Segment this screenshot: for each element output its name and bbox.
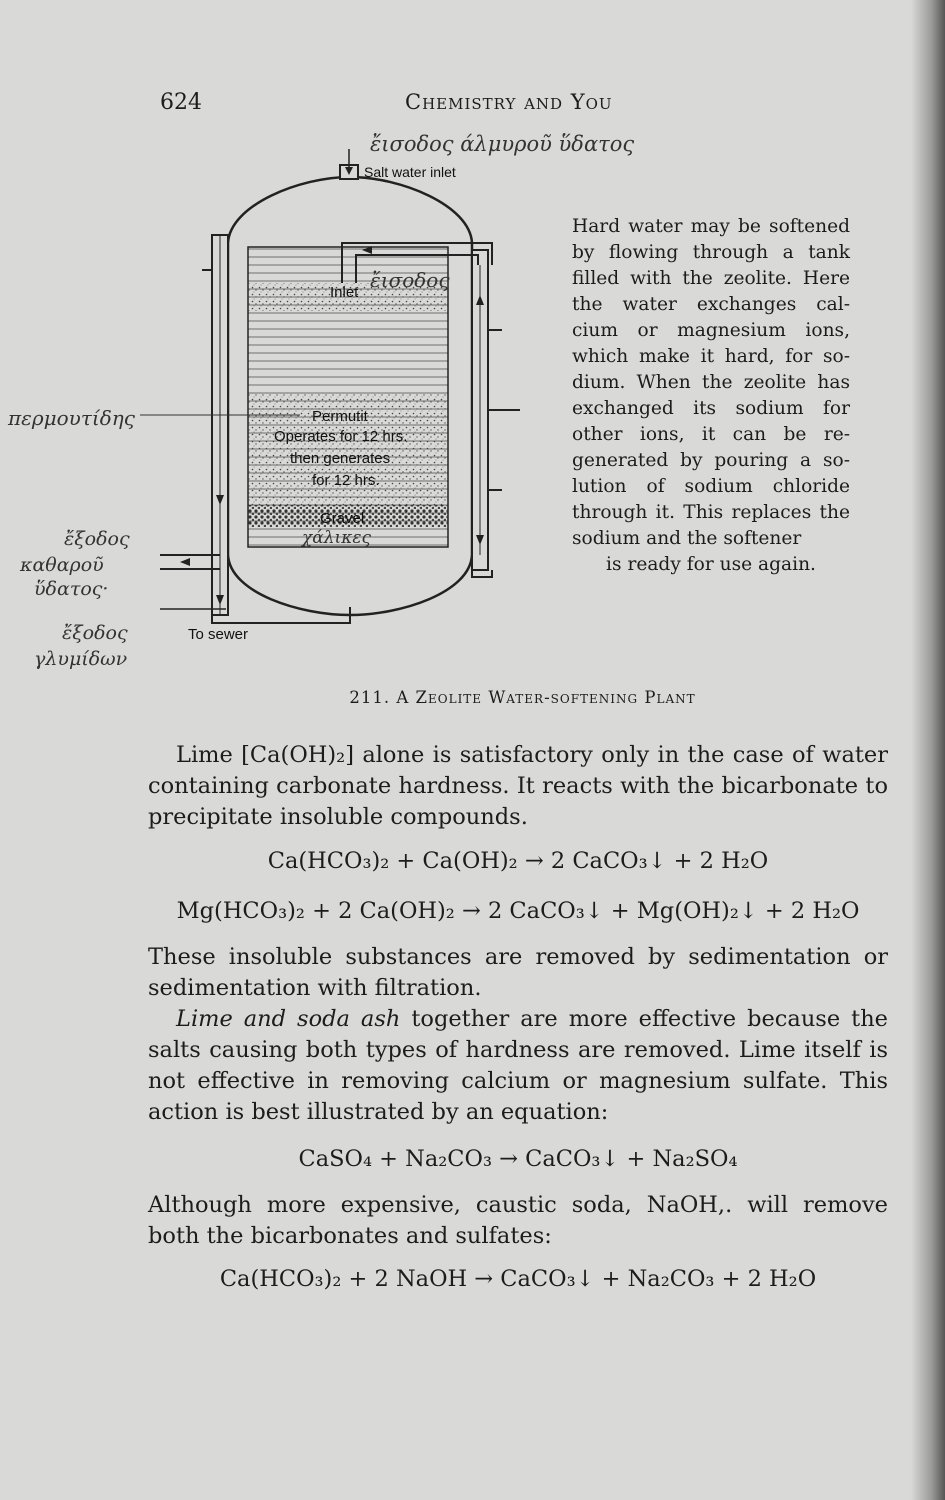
- figure-caption-number: 211.: [349, 688, 391, 707]
- label-operates-2: then generates: [290, 450, 391, 467]
- page-gutter-shadow: [911, 0, 945, 1500]
- side-caption-line: the sodium and the softener: [572, 502, 850, 549]
- paragraph-sedimentation: These insoluble substances are removed by sedimentation or sedimentation with filtration.: [148, 944, 888, 1001]
- label-to-sewer: To sewer: [188, 626, 249, 643]
- paragraph-lime-soda: Lime and soda ash together are more effective because the salts causing both types of hardness are removed. Lime itself is not effective in removing calcium or magnesium sulfate. This action is best illustrated by an equation:: [148, 1006, 888, 1125]
- handwritten-gravel: χάλικες: [302, 528, 372, 548]
- side-caption-line: filled with the zeolite. Here: [572, 268, 850, 289]
- handwritten-top: ἔισοδος άλμυροῦ ὕδατος: [370, 132, 635, 156]
- label-permutit: Permutit: [312, 408, 368, 425]
- label-inlet: Inlet: [330, 284, 359, 301]
- running-head: Chemistry and You: [405, 90, 613, 114]
- handwritten-outlet-2: καθαροῦ: [20, 554, 104, 576]
- figure-caption: [0, 688, 945, 707]
- side-caption-line: through it. This replaces: [572, 502, 812, 523]
- equation-3: CaSO₄ + Na₂CO₃ → CaCO₃↓ + Na₂SO₄: [298, 1146, 738, 1172]
- label-salt-water-inlet: Salt water inlet: [364, 164, 456, 180]
- side-caption-line: the water exchanges cal-: [572, 294, 850, 315]
- handwritten-sewer-2: γλυμίδων: [34, 648, 128, 670]
- handwritten-inlet: ἔισοδος: [370, 268, 450, 292]
- label-operates-3: for 12 hrs.: [312, 472, 380, 489]
- side-caption-line: by flowing through a tank: [572, 242, 850, 263]
- figure-side-caption: [572, 214, 850, 578]
- italic-lime-and-soda-ash: Lime and soda ash: [176, 1006, 401, 1032]
- equation-4: Ca(HCO₃)₂ + 2 NaOH → CaCO₃↓ + Na₂CO₃ + 2 H₂O: [219, 1266, 817, 1292]
- figure-caption-title: A Zeolite Water-softening Plant: [396, 688, 696, 707]
- equation-1: Ca(HCO₃)₂ + Ca(OH)₂ → 2 CaCO₃↓ + 2 H₂O: [267, 848, 769, 874]
- page-number: 624: [160, 90, 202, 115]
- equation-2: Mg(HCO₃)₂ + 2 Ca(OH)₂ → 2 CaCO₃↓ + Mg(OH)₂↓ + 2 H₂O: [176, 898, 860, 924]
- paragraph-caustic-soda: Although more expensive, caustic soda, NaOH,. will remove both the bicarbonates and sulfates:: [148, 1192, 888, 1249]
- paragraph-lime: Lime [Ca(OH)₂] alone is satisfactory only in the case of water containing carbonate hardness. It reacts with the bicarbonate to precipitate insoluble compounds.: [148, 742, 888, 830]
- handwritten-sewer-1: ἔξοδος: [62, 622, 128, 644]
- side-caption-line: Hard water may be softened: [572, 216, 850, 237]
- label-gravel: Gravel: [320, 510, 365, 527]
- side-caption-line: other ions, it can be re-: [572, 424, 850, 445]
- side-caption-line: cium or magnesium ions,: [572, 320, 850, 341]
- zeolite-plant-diagram: [8, 125, 635, 685]
- side-caption-line: dium. When the zeolite has: [572, 372, 850, 393]
- label-operates-1: Operates for 12 hrs.: [274, 428, 408, 445]
- side-caption-line: exchanged its sodium for: [572, 398, 850, 419]
- handwritten-outlet-1: ἔξοδος: [64, 528, 130, 550]
- side-caption-line: generated by pouring a so-: [572, 450, 850, 471]
- side-caption-line: is ready for use again.: [606, 554, 816, 575]
- handwritten-permutit: περμουτίδης: [8, 406, 135, 430]
- side-caption-line: which make it hard, for so-: [572, 346, 850, 367]
- side-caption-line: lution of sodium chloride: [572, 476, 850, 497]
- handwritten-outlet-3: ὕδατος·: [34, 578, 109, 600]
